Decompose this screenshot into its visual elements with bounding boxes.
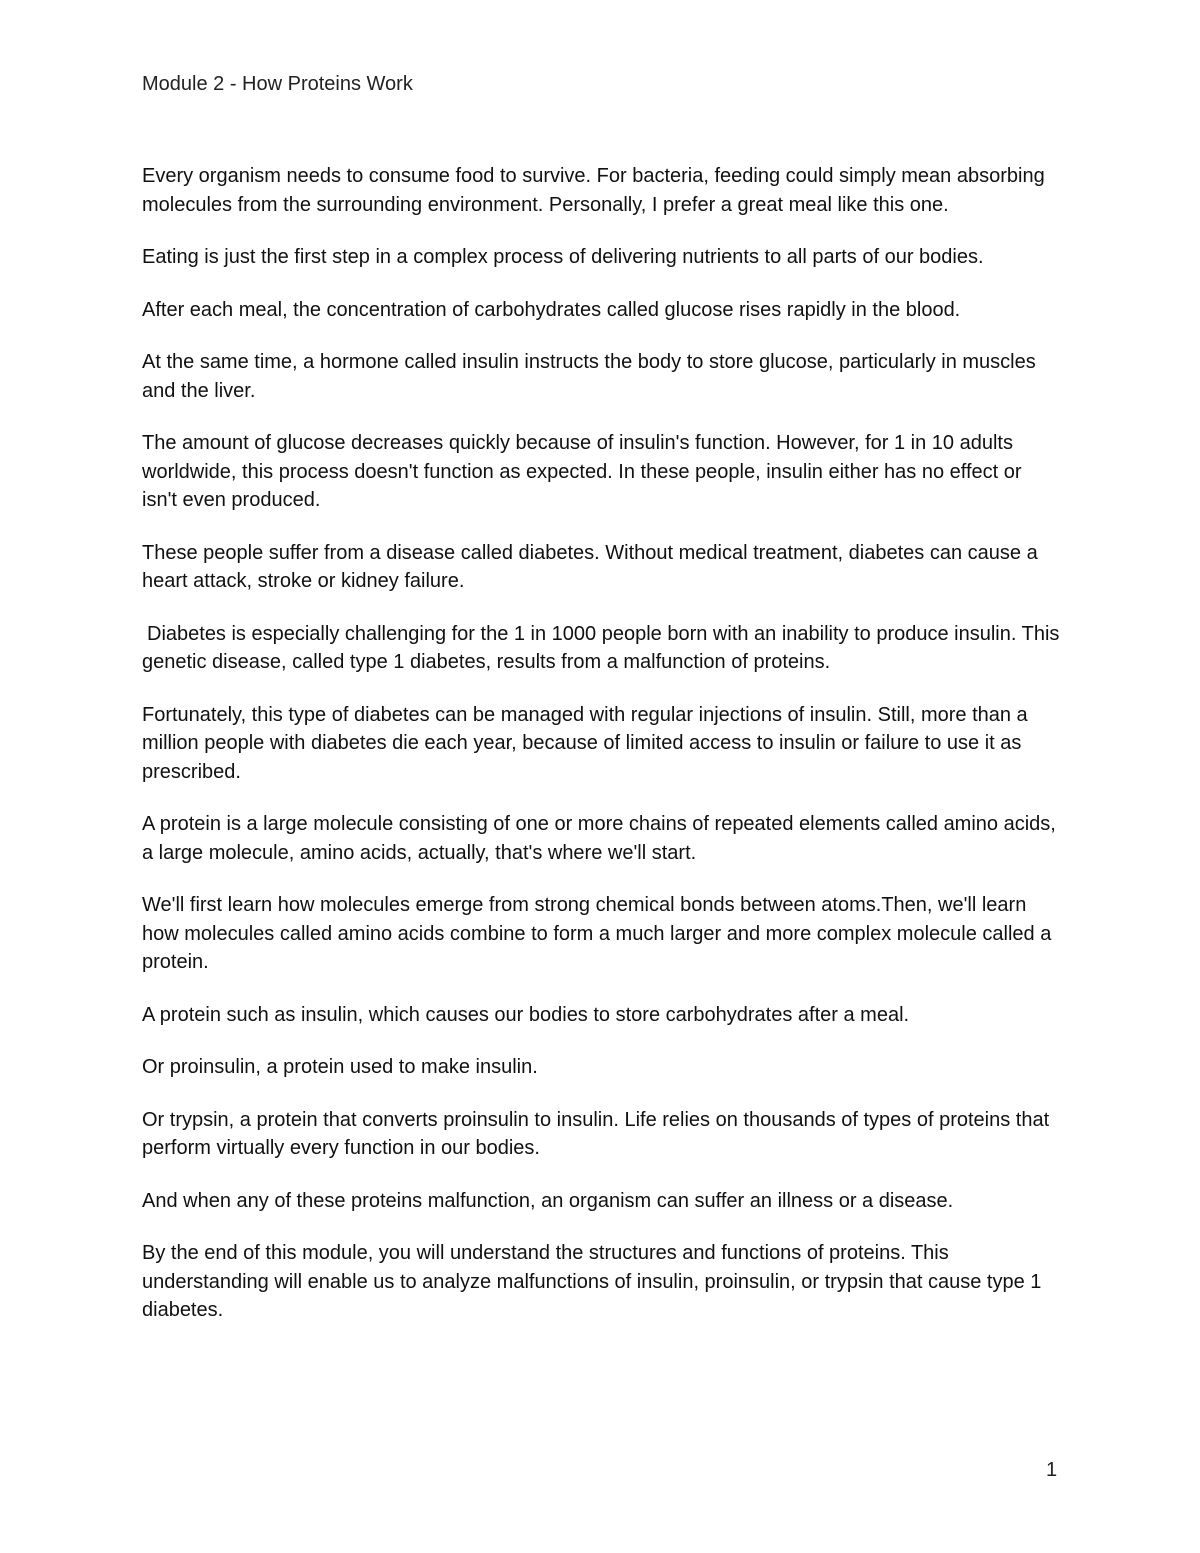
document-header: Module 2 - How Proteins Work <box>142 73 413 95</box>
paragraph: Eating is just the first step in a complex process of delivering nutrients to all parts of our bodies. <box>142 246 984 268</box>
paragraph: At the same time, a hormone called insulin instructs the body to store glucose, particularly in muscles and the liver. <box>142 351 1036 402</box>
paragraph: Diabetes is especially challenging for the 1 in 1000 people born with an inability to produce insulin. This genetic disease, called type 1 diabetes, results from a malfunction of proteins. <box>142 622 1060 673</box>
paragraph: A protein such as insulin, which causes our bodies to store carbohydrates after a meal. <box>142 1003 910 1026</box>
paragraph: By the end of this module, you will understand the structures and functions of proteins. This understanding will enable us to analyze malfunctions of insulin, proinsulin, or trypsin that cause type 1 diabetes. <box>142 1242 1042 1321</box>
paragraph: And when any of these proteins malfunction, an organism can suffer an illness or a disease. <box>142 1189 954 1212</box>
paragraph: Or trypsin, a protein that converts proinsulin to insulin. Life relies on thousands of types of proteins that perform virtually every function in our bodies. <box>142 1108 1050 1159</box>
paragraph: Or proinsulin, a protein used to make insulin. <box>142 1056 538 1078</box>
paragraph: After each meal, the concentration of carbohydrates called glucose rises rapidly in the blood. <box>142 298 961 321</box>
paragraph: These people suffer from a disease called diabetes. Without medical treatment, diabetes can cause a heart attack, stroke or kidney failure. <box>142 541 1038 592</box>
page-number: 1 <box>1046 1459 1058 1481</box>
paragraph: We'll first learn how molecules emerge from strong chemical bonds between atoms.Then, we'll learn how molecules called amino acids combine to form a much larger and more complex molecule called a protein. <box>142 894 1052 973</box>
paragraph: Fortunately, this type of diabetes can be managed with regular injections of insulin. Still, more than a million people with diabetes die each year, because of limited access to insulin or failure to use it as prescribed. <box>142 703 1028 783</box>
paragraph: Every organism needs to consume food to survive. For bacteria, feeding could simply mean absorbing molecules from the surrounding environment. Personally, I prefer a great meal like this one. <box>142 165 1045 216</box>
document-body <box>142 162 1062 1349</box>
paragraph: The amount of glucose decreases quickly because of insulin's function. However, for 1 in 10 adults worldwide, this process doesn't function as expected. In these people, insulin either has no effect or isn't even produced. <box>142 432 1022 511</box>
paragraph: A protein is a large molecule consisting of one or more chains of repeated elements called amino acids, a large molecule, amino acids, actually, that's where we'll start. <box>142 813 1056 864</box>
